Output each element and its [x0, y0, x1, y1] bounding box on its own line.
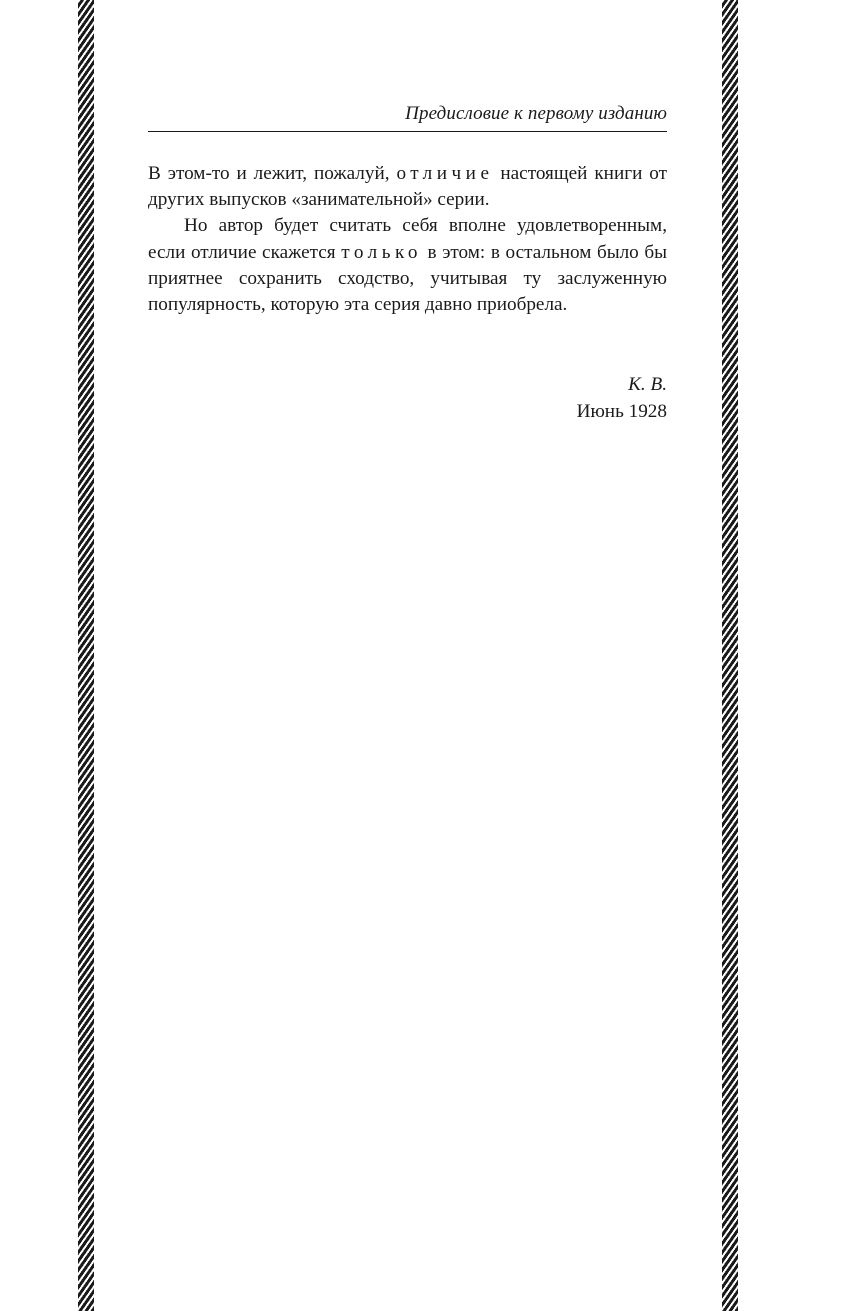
running-head: Предисловие к первому изданию [405, 103, 667, 124]
paragraph-2 [148, 213, 667, 318]
right-edge-ornament [722, 0, 738, 1311]
signature-block [148, 371, 667, 425]
paragraph-2-part-2: в этом: в остальном было бы приятнее сохранить сходство, учитывая ту заслуженную популярность, которую эта серия давно приобрела. [148, 241, 668, 316]
signature-date: Июнь 1928 [576, 401, 667, 422]
paragraph-1-part-2: настоящей книги от других выпусков «занимательной» серии. [148, 163, 667, 211]
paragraph-2-spaced-word: только [341, 241, 422, 263]
left-edge-ornament [78, 0, 94, 1311]
author-initials: К. В. [628, 374, 667, 395]
paragraph-1 [148, 161, 667, 213]
header-rule [148, 131, 667, 132]
paragraph-2-part-1: Но автор будет считать себя вполне удовлетворенным, если отличие скажется [148, 215, 667, 263]
paragraph-1-part-1: В этом-то и лежит, пожалуй, [148, 163, 390, 184]
paragraph-1-spaced-word: отличие [396, 163, 494, 184]
body-text [148, 161, 667, 318]
